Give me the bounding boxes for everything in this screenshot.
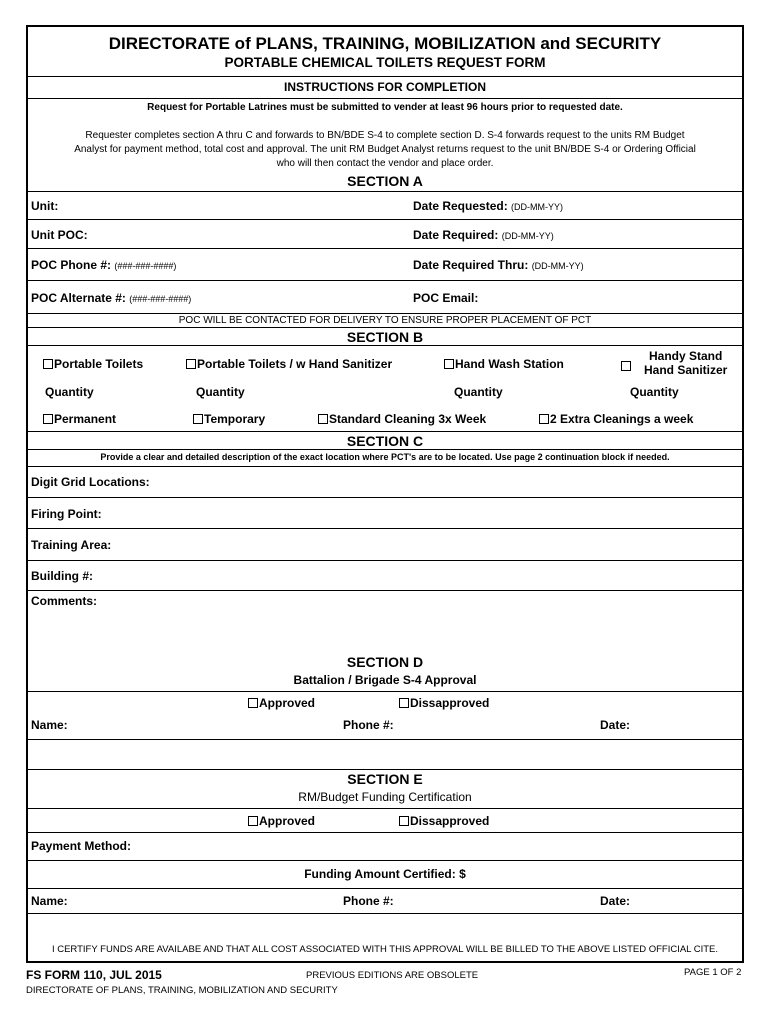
rm-date-label: Date: — [600, 894, 631, 908]
instructions-line-3: who will then contact the vendor and place order. — [276, 158, 494, 169]
firing-point-label: Firing Point: — [31, 507, 102, 521]
training-area-row[interactable] — [28, 528, 742, 560]
s4-name-label: Name: — [31, 718, 68, 732]
section-a-header — [28, 173, 742, 191]
section-c-title: SECTION C — [346, 433, 424, 449]
portable-toilets-checkbox[interactable] — [43, 359, 53, 369]
form-number: FS FORM 110, JUL 2015 — [26, 968, 162, 982]
rm-approved-option[interactable]: Approved — [248, 814, 315, 828]
section-d-subtitle-row — [28, 672, 742, 691]
rm-approved-checkbox[interactable] — [248, 816, 258, 826]
section-c-instruction: Provide a clear and detailed description of the exact location where PCT's are to be located. Use page 2 continuation block if needed. — [100, 452, 670, 462]
section-e-title: SECTION E — [347, 771, 423, 787]
date-required-hint: (DD-MM-YY) — [501, 231, 554, 241]
date-required-label: Date Required: (DD-MM-YY) — [413, 228, 554, 242]
section-b-title: SECTION B — [346, 329, 424, 345]
s4-date-label: Date: — [600, 718, 631, 732]
quantity-label-2: Quantity — [196, 385, 245, 399]
form-title: DIRECTORATE of PLANS, TRAINING, MOBILIZATION and SECURITY — [108, 34, 662, 53]
unit-label: Unit: — [31, 199, 59, 213]
quantity-label-3: Quantity — [454, 385, 503, 399]
quantity-row — [28, 380, 742, 405]
contact-note-row — [28, 313, 742, 327]
pct-type-row — [28, 345, 742, 380]
permanent-option[interactable]: Permanent — [43, 412, 116, 426]
unit-poc-row[interactable] — [28, 219, 742, 248]
funding-amount-row[interactable] — [28, 860, 742, 888]
date-required-thru-label: Date Required Thru: (DD-MM-YY) — [413, 258, 584, 272]
poc-email-label: POC Email: — [413, 291, 479, 305]
digit-grid-label: Digit Grid Locations: — [31, 475, 150, 489]
poc-alternate-label: POC Alternate #: (###-###-####) — [31, 291, 192, 305]
quantity-label-4: Quantity — [630, 385, 679, 399]
date-requested-hint: (DD-MM-YY) — [511, 202, 564, 212]
poc-phone-label: POC Phone #: (###-###-####) — [31, 258, 177, 272]
section-e-approval-row — [28, 808, 742, 832]
certify-statement: I CERTIFY FUNDS ARE AVAILABE AND THAT ALL COST ASSOCIATED WITH THIS APPROVAL WILL BE BILLED TO THE ABOVE LISTED OFFICIAL CITE. — [51, 944, 719, 955]
date-required-thru-hint: (DD-MM-YY) — [531, 261, 584, 271]
temporary-option[interactable]: Temporary — [193, 412, 265, 426]
digit-grid-row[interactable] — [28, 466, 742, 497]
hand-wash-checkbox[interactable] — [444, 359, 454, 369]
s4-phone-label: Phone #: — [343, 718, 394, 732]
section-d-signature-row[interactable] — [28, 739, 742, 769]
hand-wash-option[interactable]: Hand Wash Station — [444, 357, 564, 371]
form-subtitle: PORTABLE CHEMICAL TOILETS REQUEST FORM — [224, 55, 546, 70]
instructions-line-2: Analyst for payment method, total cost and approval. The unit RM Budget Analyst returns request to the unit BN/BDE S-4 or Ordering Official — [74, 144, 696, 155]
permanent-checkbox[interactable] — [43, 414, 53, 424]
rm-phone-label: Phone #: — [343, 894, 394, 908]
duration-row — [28, 405, 742, 431]
section-e-subtitle-row — [28, 787, 742, 808]
section-e-header — [28, 769, 742, 787]
handy-stand-checkbox[interactable] — [621, 357, 632, 375]
instructions-heading: INSTRUCTIONS FOR COMPLETION — [284, 80, 486, 94]
comments-label: Comments: — [31, 594, 98, 608]
building-label: Building #: — [31, 569, 93, 583]
payment-method-label: Payment Method: — [31, 839, 132, 853]
request-form — [26, 25, 744, 963]
s4-disapproved-checkbox[interactable] — [399, 698, 409, 708]
instructions-notice: Request for Portable Latrines must be submitted to vender at least 96 hours prior to requested date. — [147, 102, 623, 113]
certify-row — [28, 913, 742, 963]
section-e-subtitle: RM/Budget Funding Certification — [298, 790, 472, 804]
unit-poc-label: Unit POC: — [31, 228, 88, 242]
section-a-title: SECTION A — [347, 173, 423, 189]
building-row[interactable] — [28, 560, 742, 590]
unit-row[interactable] — [28, 191, 742, 219]
contact-note: POC WILL BE CONTACTED FOR DELIVERY TO ENSURE PROPER PLACEMENT OF PCT — [178, 315, 592, 326]
portable-toilets-option[interactable]: Portable Toilets — [43, 357, 143, 371]
rm-name-label: Name: — [31, 894, 68, 908]
s4-approved-option[interactable]: Approved — [248, 696, 315, 710]
footer-directorate: DIRECTORATE OF PLANS, TRAINING, MOBILIZATION AND SECURITY — [26, 985, 338, 996]
section-d-approval-row — [28, 691, 742, 713]
standard-cleaning-checkbox[interactable] — [318, 414, 328, 424]
poc-alternate-row[interactable] — [28, 280, 742, 313]
temporary-checkbox[interactable] — [193, 414, 203, 424]
section-c-header — [28, 431, 742, 449]
section-d-title: SECTION D — [346, 654, 424, 670]
date-requested-label: Date Requested: (DD-MM-YY) — [413, 199, 564, 213]
standard-cleaning-option[interactable]: Standard Cleaning 3x Week — [318, 412, 486, 426]
poc-alternate-hint: (###-###-####) — [129, 294, 192, 304]
section-b-header — [28, 327, 742, 345]
instructions-line-1: Requester completes section A thru C and forwards to BN/BDE S-4 to complete section D. S-4 forwards request to the units RM Budget — [85, 130, 685, 141]
rm-disapproved-checkbox[interactable] — [399, 816, 409, 826]
section-d-header — [28, 654, 742, 672]
instructions-heading-row — [28, 76, 742, 98]
training-area-label: Training Area: — [31, 538, 112, 552]
poc-phone-hint: (###-###-####) — [114, 261, 177, 271]
handy-stand-option[interactable]: Handy Stand Hand Sanitizer — [644, 349, 728, 377]
section-e-signer-row[interactable] — [28, 888, 742, 913]
s4-disapproved-option[interactable]: Dissapproved — [399, 696, 489, 710]
firing-point-row[interactable] — [28, 497, 742, 528]
section-d-subtitle: Battalion / Brigade S-4 Approval — [293, 673, 477, 687]
extra-cleanings-option[interactable]: 2 Extra Cleanings a week — [539, 412, 693, 426]
instructions-block — [28, 98, 742, 185]
quantity-label-1: Quantity — [45, 385, 94, 399]
s4-approved-checkbox[interactable] — [248, 698, 258, 708]
section-c-instruction-row — [28, 449, 742, 466]
portable-sanitizer-option[interactable]: Portable Toilets / w Hand Sanitizer — [186, 357, 392, 371]
rm-disapproved-option[interactable]: Dissapproved — [399, 814, 489, 828]
obsolete-notice: PREVIOUS EDITIONS ARE OBSOLETE — [306, 970, 479, 981]
portable-sanitizer-checkbox[interactable] — [186, 359, 196, 369]
payment-method-row[interactable] — [28, 832, 742, 860]
extra-cleanings-checkbox[interactable] — [539, 414, 549, 424]
section-d-signer-row[interactable] — [28, 713, 742, 739]
funding-amount-label: Funding Amount Certified: $ — [304, 867, 466, 881]
poc-phone-row[interactable] — [28, 248, 742, 280]
comments-row[interactable] — [28, 590, 742, 654]
page-number: PAGE 1 OF 2 — [684, 967, 742, 978]
